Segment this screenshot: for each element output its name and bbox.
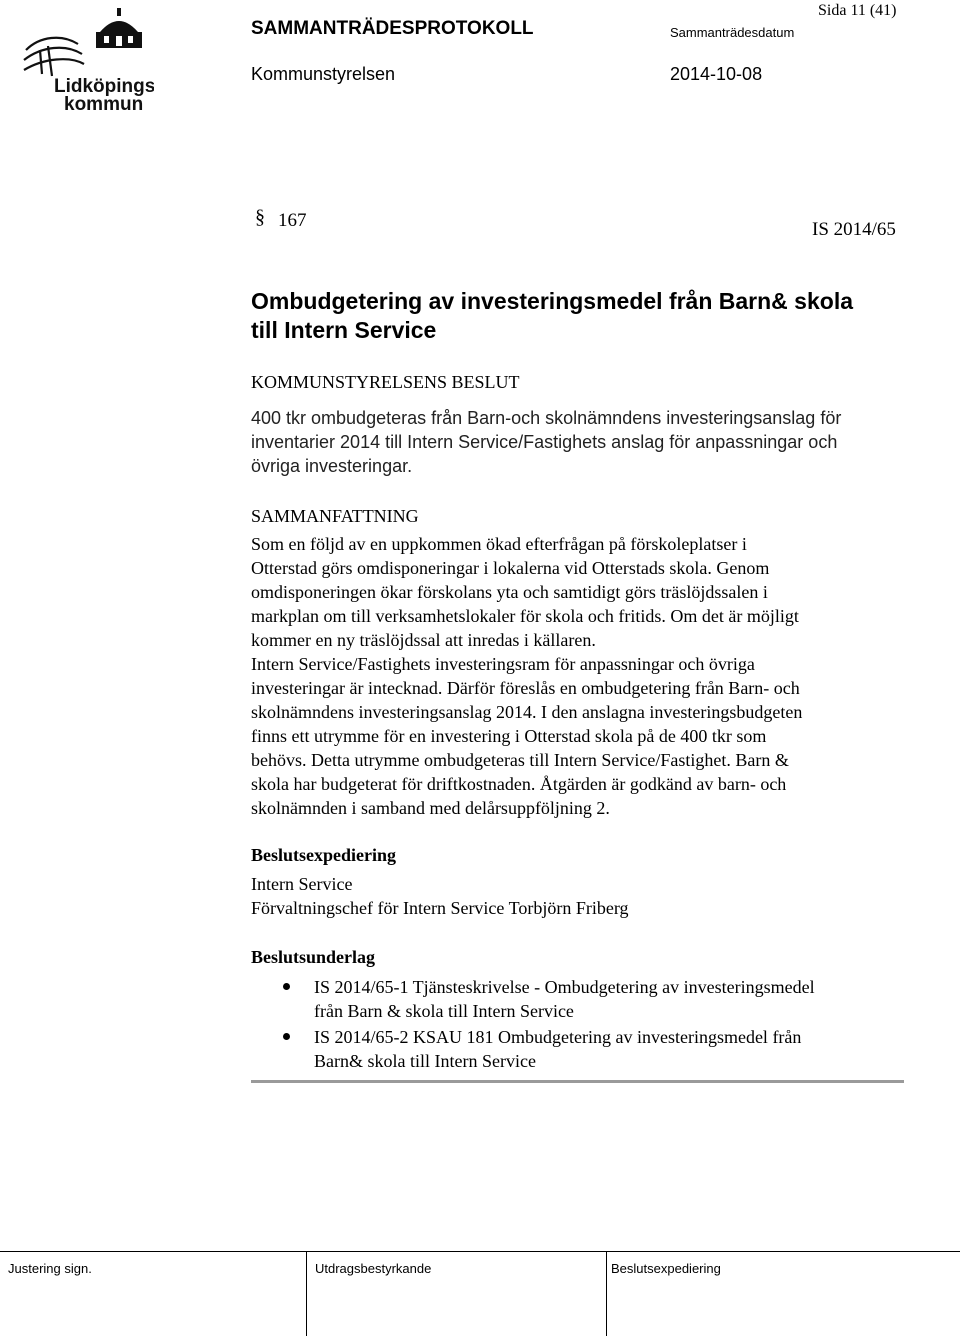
expedition-heading: Beslutsexpediering bbox=[251, 845, 397, 865]
protocol-title: SAMMANTRÄDESPROTOKOLL bbox=[251, 18, 534, 39]
board-name: Kommunstyrelsen bbox=[251, 64, 396, 84]
text-line: Förvaltningschef för Intern Service Torbjörn Friberg bbox=[251, 898, 629, 918]
text-line: investeringar är intecknad. Därför föreslås en ombudgetering från Barn- och bbox=[251, 678, 800, 698]
paragraph-sign: § bbox=[255, 206, 265, 228]
footer-cell-utdrag bbox=[306, 1251, 607, 1336]
list-item bbox=[251, 1025, 911, 1073]
text-line: IS 2014/65-2 KSAU 181 Ombudgetering av investeringsmedel från bbox=[314, 1027, 802, 1047]
summary-heading: SAMMANFATTNING bbox=[251, 506, 419, 526]
text-line: från Barn & skola till Intern Service bbox=[314, 1001, 574, 1021]
meeting-date: 2014-10-08 bbox=[670, 64, 763, 84]
summary-text bbox=[251, 532, 911, 820]
text-line: Som en följd av en uppkommen ökad efterfrågan på förskoleplatser i bbox=[251, 534, 747, 554]
paragraph-number: 167 bbox=[278, 210, 307, 231]
footer-cell-justering bbox=[0, 1251, 306, 1336]
text-line: skolnämnden i samband med delårsuppföljning 2. bbox=[251, 798, 610, 818]
footer-cell-expediering bbox=[606, 1251, 960, 1336]
text-line: 400 tkr ombudgeteras från Barn-och skolnämndens investeringsanslag för bbox=[251, 408, 842, 428]
text-line: skola har budgeterat för driftkostnaden. Åtgärden är godkänd av barn- och bbox=[251, 774, 787, 794]
decision-heading: KOMMUNSTYRELSENS BESLUT bbox=[251, 372, 520, 392]
text-line: Otterstad görs omdisponeringar i lokalerna vid Otterstads skola. Genom bbox=[251, 558, 770, 578]
expedition-text bbox=[251, 872, 911, 920]
signature-footer bbox=[0, 1251, 960, 1336]
bullet-icon bbox=[283, 1033, 290, 1040]
text-line: Intern Service/Fastighets investeringsram för anpassningar och övriga bbox=[251, 654, 755, 674]
svg-text:kommun: kommun bbox=[64, 94, 144, 114]
basis-list bbox=[251, 975, 911, 1075]
text-line: omdisponeringen ökar förskolans yta och samtidigt görs träslöjdssalen i bbox=[251, 582, 768, 602]
footer-label: Utdragsbestyrkande bbox=[315, 1261, 432, 1276]
text-line: skolnämndens investeringsanslag 2014. I den anslagna investeringsbudgeten bbox=[251, 702, 803, 722]
title-line: till Intern Service bbox=[251, 317, 437, 343]
text-line: övriga investeringar. bbox=[251, 456, 413, 476]
document-title bbox=[251, 287, 931, 345]
text-line: Barn& skola till Intern Service bbox=[314, 1051, 536, 1071]
title-line: Ombudgetering av investeringsmedel från Barn& skola bbox=[251, 288, 853, 314]
bullet-icon bbox=[283, 983, 290, 990]
municipality-logo bbox=[18, 6, 154, 114]
text-line: finns ett utrymme för en investering i Otterstad skola på de 400 tkr som bbox=[251, 726, 767, 746]
text-line: behövs. Detta utrymme ombudgeteras till Intern Service/Fastighet. Barn & bbox=[251, 750, 789, 770]
text-line: kommer en ny träslöjdssal att inredas i källaren. bbox=[251, 630, 596, 650]
page-number: Sida 11 (41) bbox=[818, 2, 897, 19]
text-line: inventarier 2014 till Intern Service/Fastighets anslag för anpassningar och bbox=[251, 432, 838, 452]
basis-heading: Beslutsunderlag bbox=[251, 947, 376, 967]
decision-text bbox=[251, 406, 911, 478]
text-line: markplan om till verksamhetslokaler för skola och fritids. Om det är möjligt bbox=[251, 606, 799, 626]
case-number: IS 2014/65 bbox=[812, 219, 896, 240]
meeting-date-label: Sammanträdesdatum bbox=[670, 25, 795, 40]
svg-text:Lidköpings: Lidköpings bbox=[54, 76, 154, 97]
footer-label: Justering sign. bbox=[8, 1261, 92, 1276]
list-item bbox=[251, 975, 911, 1023]
section-divider bbox=[251, 1080, 904, 1083]
text-line: IS 2014/65-1 Tjänsteskrivelse - Ombudgetering av investeringsmedel bbox=[314, 977, 815, 997]
text-line: Intern Service bbox=[251, 874, 353, 894]
footer-label: Beslutsexpediering bbox=[611, 1261, 721, 1276]
